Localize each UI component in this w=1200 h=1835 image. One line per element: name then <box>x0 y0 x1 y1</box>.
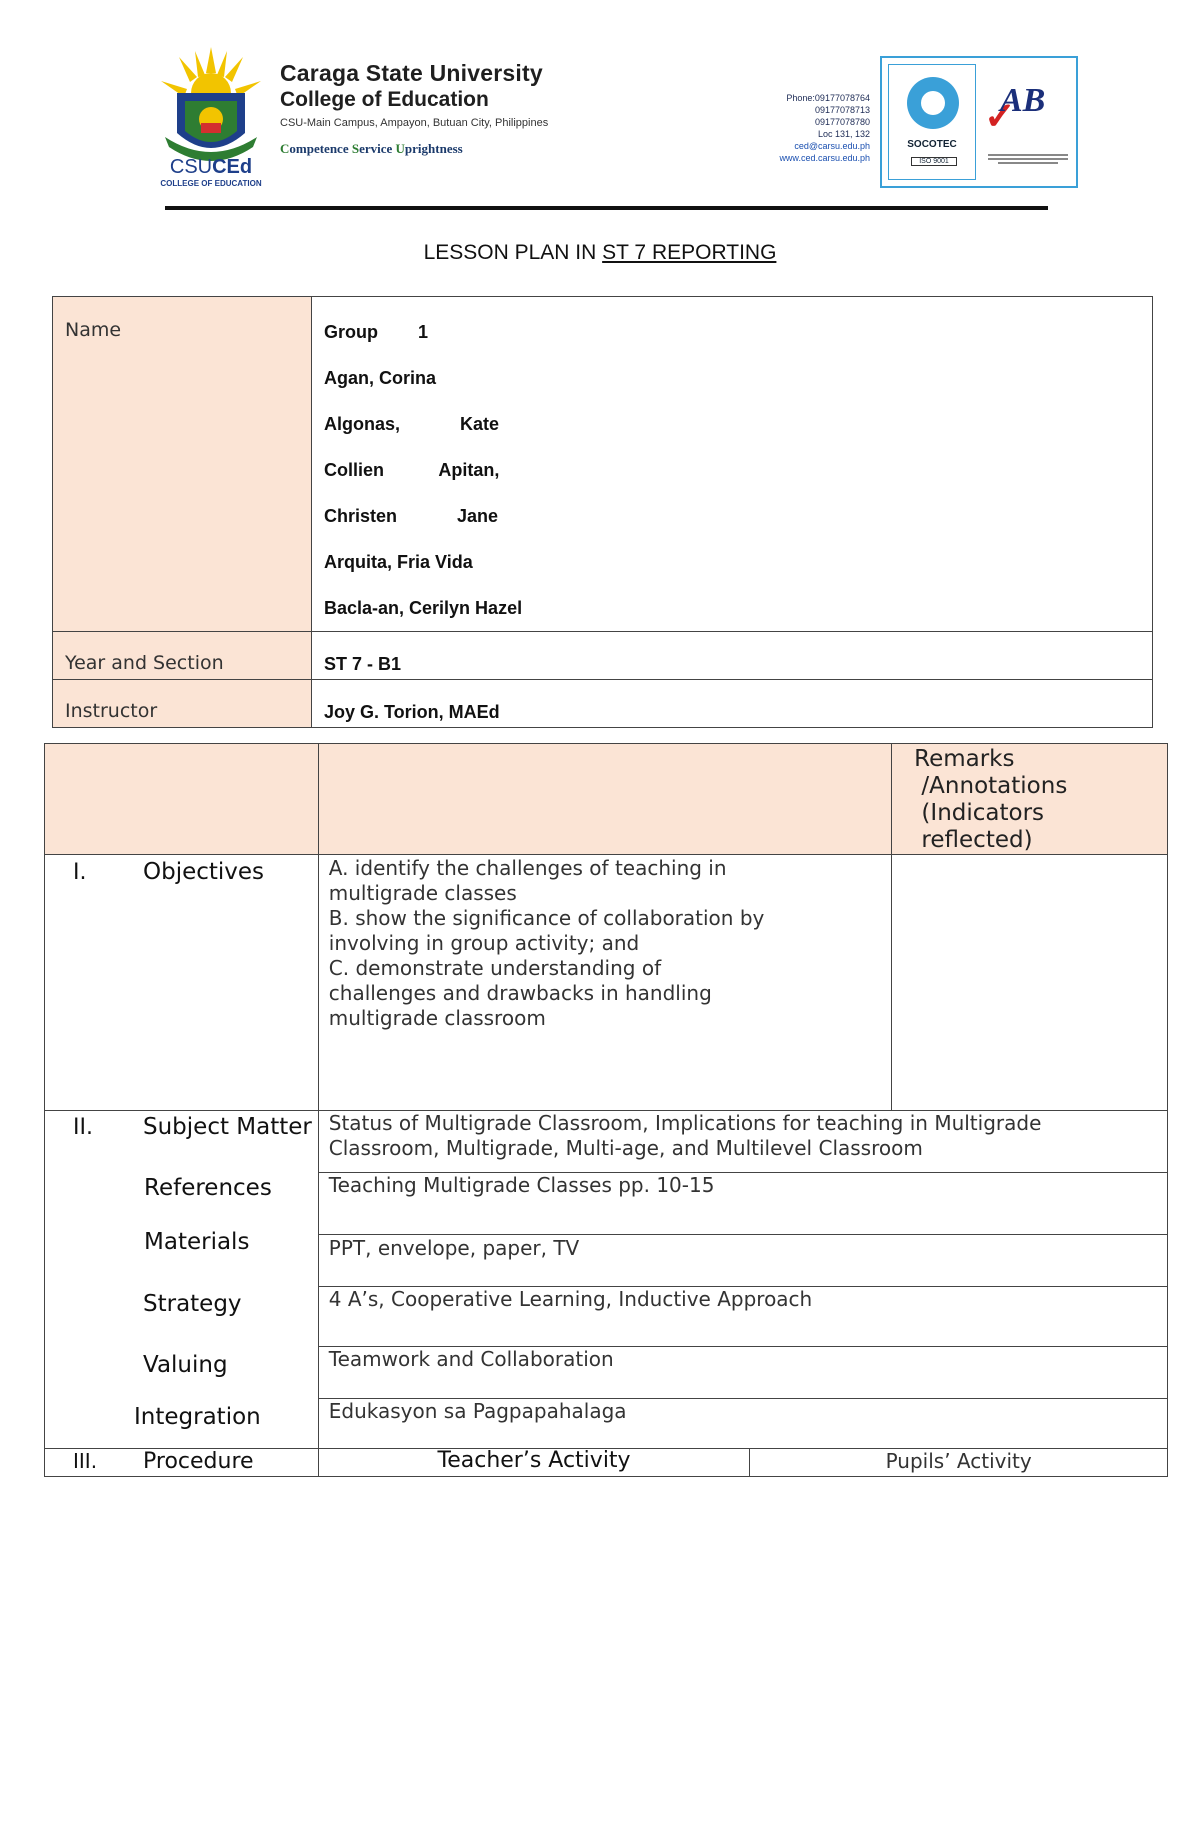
procedure-label-cell <box>45 1449 319 1477</box>
contact-local: Loc 131, 132 <box>817 129 870 139</box>
remarks-header-cell <box>892 744 1168 855</box>
materials-label: Materials <box>144 1229 250 1255</box>
name-label: Name <box>65 319 122 341</box>
integration-content-cell <box>318 1399 1167 1449</box>
objectives-number: I. <box>73 860 87 885</box>
names-cell <box>312 297 1153 632</box>
instructor-value-cell <box>312 680 1153 728</box>
check-mark-icon: ✓ <box>984 96 1016 138</box>
logo-ced-text: CEd <box>212 156 253 178</box>
valuing-content-cell <box>318 1347 1167 1399</box>
instructor-value: Joy G. Torion, MAEd <box>324 702 500 722</box>
objectives-remarks-cell <box>892 855 1168 1111</box>
pupils-activity-header-cell <box>750 1449 1168 1477</box>
instructor-label-cell <box>53 680 312 728</box>
materials-content-cell <box>318 1235 1167 1287</box>
pab-badge <box>982 64 1070 180</box>
integration-label: Integration <box>134 1404 261 1430</box>
socotec-badge <box>888 64 976 180</box>
info-table <box>52 296 1153 728</box>
integration-value: Edukasyon sa Pagpapahalaga <box>328 1399 627 1423</box>
valuing-value: Teamwork and Collaboration <box>328 1347 614 1371</box>
name-line: Agan, Corina <box>324 368 437 388</box>
contact-phone-1: Phone:09177078764 <box>786 93 870 103</box>
pab-label: AB <box>1000 82 1046 119</box>
header-blank-cell-1 <box>45 744 319 855</box>
socotec-label: SOCOTEC <box>907 139 957 150</box>
contact-web: www.ced.carsu.edu.ph <box>779 153 870 163</box>
page-title <box>0 241 1200 265</box>
year-label: Year and Section <box>65 652 224 674</box>
institution-block <box>280 60 548 157</box>
year-label-cell <box>53 632 312 680</box>
objectives-text: A. identify the challenges of teaching in multigrade classes B. show the significance of collaboration by involving in group activity; and C. demonstrate understanding of challenges and drawbacks in handling multigrade classroom <box>328 856 765 1030</box>
name-line: Algonas, Kate <box>324 414 500 434</box>
remarks-header: Remarks /Annotations (Indicators reflected) <box>914 746 1068 853</box>
strategy-value: 4 A’s, Cooperative Learning, Inductive Approach <box>328 1287 813 1311</box>
objectives-title: Objectives <box>143 859 265 885</box>
header-divider <box>165 206 1048 210</box>
name-line: Collien Apitan, <box>324 460 500 480</box>
lesson-plan-table <box>44 743 1168 1477</box>
references-label: References <box>144 1175 272 1201</box>
contact-phone-3: 09177078780 <box>814 117 870 127</box>
pab-fineprint-icon <box>988 152 1068 166</box>
subject-matter-labels-cell <box>45 1111 319 1449</box>
socotec-ring-icon <box>907 77 959 129</box>
subject-matter-number: II. <box>73 1115 93 1140</box>
logo-csu-text: CSU <box>169 156 213 178</box>
campus-address: CSU-Main Campus, Ampayon, Butuan City, Philippines <box>280 117 549 129</box>
year-value: ST 7 - B1 <box>324 654 402 674</box>
title-subject: ST 7 REPORTING <box>602 241 777 264</box>
materials-value: PPT, envelope, paper, TV <box>328 1236 580 1260</box>
iso-label: ISO 9001 <box>911 157 957 166</box>
logo-caption: COLLEGE OF EDUCATION <box>160 179 262 188</box>
teacher-activity-header-cell <box>318 1449 750 1477</box>
contact-info <box>779 92 870 164</box>
teacher-activity-header: Teacher’s Activity <box>437 1448 631 1473</box>
subject-matter-title: Subject Matter <box>143 1114 312 1140</box>
motto: Competence Service Uprightness <box>280 141 463 156</box>
pupils-activity-header: Pupils’ Activity <box>885 1449 1032 1473</box>
name-line: Christen Jane <box>324 506 499 526</box>
procedure-title: Procedure <box>143 1449 254 1474</box>
instructor-label: Instructor <box>65 700 158 722</box>
year-value-cell <box>312 632 1153 680</box>
name-line: Arquita, Fria Vida <box>324 552 473 572</box>
strategy-label: Strategy <box>143 1291 242 1317</box>
header-blank-cell-2 <box>318 744 891 855</box>
title-prefix: LESSON PLAN IN <box>423 241 603 264</box>
references-value: Teaching Multigrade Classes pp. 10-15 <box>328 1173 715 1197</box>
institution-name: Caraga State University <box>280 60 543 86</box>
contact-phone-2: 09177078713 <box>814 105 870 115</box>
strategy-content-cell <box>318 1287 1167 1347</box>
objectives-label-cell <box>45 855 319 1111</box>
procedure-number: III. <box>73 1449 98 1473</box>
name-line: Group 1 <box>324 322 429 342</box>
csu-ced-logo <box>155 45 267 195</box>
contact-email: ced@carsu.edu.ph <box>794 141 870 151</box>
certification-badges <box>880 56 1078 188</box>
valuing-label: Valuing <box>143 1352 228 1378</box>
name-line: Bacla-an, Cerilyn Hazel <box>324 598 523 618</box>
subject-matter-content-cell <box>318 1111 1167 1173</box>
name-label-cell <box>53 297 312 632</box>
subject-matter-text: Status of Multigrade Classroom, Implications for teaching in Multigrade Classroom, Multigrade, Multi-age, and Multilevel Classroom <box>328 1111 1042 1160</box>
references-content-cell <box>318 1173 1167 1235</box>
objectives-content-cell <box>318 855 891 1111</box>
college-name: College of Education <box>280 88 489 111</box>
